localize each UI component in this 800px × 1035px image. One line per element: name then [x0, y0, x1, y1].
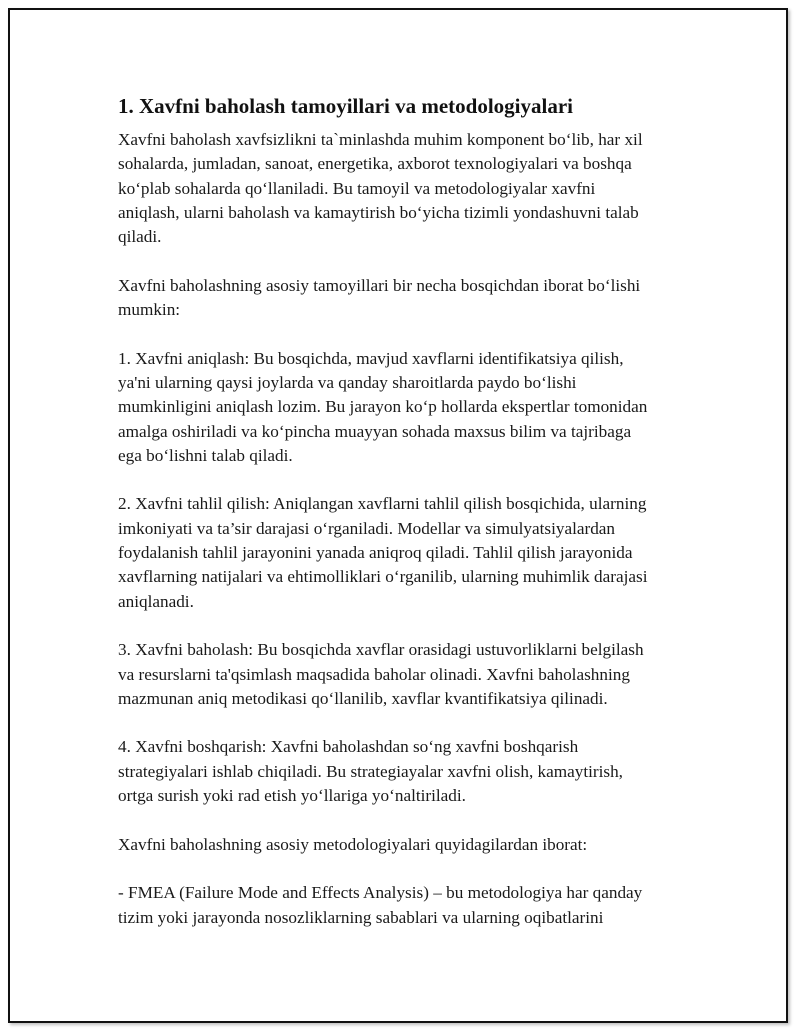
text-line: va resurslarni ta'qsimlash maqsadida baholar olinadi. Xavfni baholashning: [118, 664, 630, 684]
text-line: aniqlash, ularni baholash va kamaytirish bo‘yicha tizimli yondashuvni talab: [118, 202, 639, 222]
body-paragraph: [118, 638, 698, 711]
text-line: ko‘plab sohalarda qo‘llaniladi. Bu tamoyil va metodologiyalar xavfni: [118, 178, 596, 198]
text-line: ortga surish yoki rad etish yo‘llariga yo‘naltiriladi.: [118, 786, 466, 806]
body-paragraph: [118, 492, 698, 613]
text-line: qiladi.: [118, 227, 162, 247]
paragraph-container: [118, 128, 698, 930]
text-line: imkoniyati va ta’sir darajasi o‘rganiladi. Modellar va simulyatsiyalardan: [118, 518, 616, 538]
text-line: 4. Xavfni boshqarish: Xavfni baholashdan so‘ng xavfni boshqarish: [118, 737, 579, 757]
text-line: 1. Xavfni aniqlash: Bu bosqichda, mavjud xavflarni identifikatsiya qilish,: [118, 348, 624, 368]
text-line: mumkinligini aniqlash lozim. Bu jarayon ko‘p hollarda ekspertlar tomonidan: [118, 397, 648, 417]
text-line: Xavfni baholashning asosiy metodologiyalari quyidagilardan iborat:: [118, 834, 588, 854]
body-paragraph: [118, 881, 698, 930]
section-heading: 1. Xavfni baholash tamoyillari va metodologiyalari: [118, 94, 574, 118]
text-line: amalga oshiriladi va ko‘pincha muayyan sohada maxsus bilim va tajribaga: [118, 421, 632, 441]
text-line: tizim yoki jarayonda nosozliklarning sabablari va ularning oqibatlarini: [118, 907, 604, 927]
body-paragraph: [118, 128, 698, 249]
text-line: Xavfni baholash xavfsizlikni ta`minlashda muhim komponent bo‘lib, har xil: [118, 130, 643, 149]
text-line: 3. Xavfni baholash: Bu bosqichda xavflar orasidagi ustuvorliklarni belgilash: [118, 640, 644, 660]
body-paragraph: [118, 833, 698, 857]
text-line: mazmunan aniq metodikasi qo‘llanilib, xavflar kvantifikatsiya qilinadi.: [118, 688, 608, 708]
document-content: [118, 92, 698, 954]
text-line: aniqlanadi.: [118, 591, 194, 611]
text-line: sohalarda, jumladan, sanoat, energetika, axborot texnologiyalari va boshqa: [118, 154, 632, 174]
text-line: 2. Xavfni tahlil qilish: Aniqlangan xavflarni tahlil qilish bosqichida, ularning: [118, 494, 647, 514]
body-paragraph: [118, 274, 698, 323]
text-line: ya'ni ularning qaysi joylarda va qanday sharoitlarda paydo bo‘lishi: [118, 372, 577, 392]
body-paragraph: [118, 347, 698, 468]
text-line: - FMEA (Failure Mode and Effects Analysis) – bu metodologiya har qanday: [118, 883, 643, 903]
text-line: Xavfni baholashning asosiy tamoyillari bir necha bosqichdan iborat bo‘lishi: [118, 275, 641, 295]
text-line: ega bo‘lishni talab qiladi.: [118, 445, 293, 465]
body-paragraph: [118, 735, 698, 808]
text-line: mumkin:: [118, 300, 181, 320]
text-line: strategiyalari ishlab chiqiladi. Bu strategiayalar xavfni olish, kamaytirish,: [118, 761, 623, 781]
text-line: xavflarning natijalari va ehtimolliklari o‘rganilib, ularning muhimlik darajasi: [118, 567, 648, 587]
text-line: foydalanish tahlil jarayonini yanada aniqroq qiladi. Tahlil qilish jarayonida: [118, 543, 633, 563]
